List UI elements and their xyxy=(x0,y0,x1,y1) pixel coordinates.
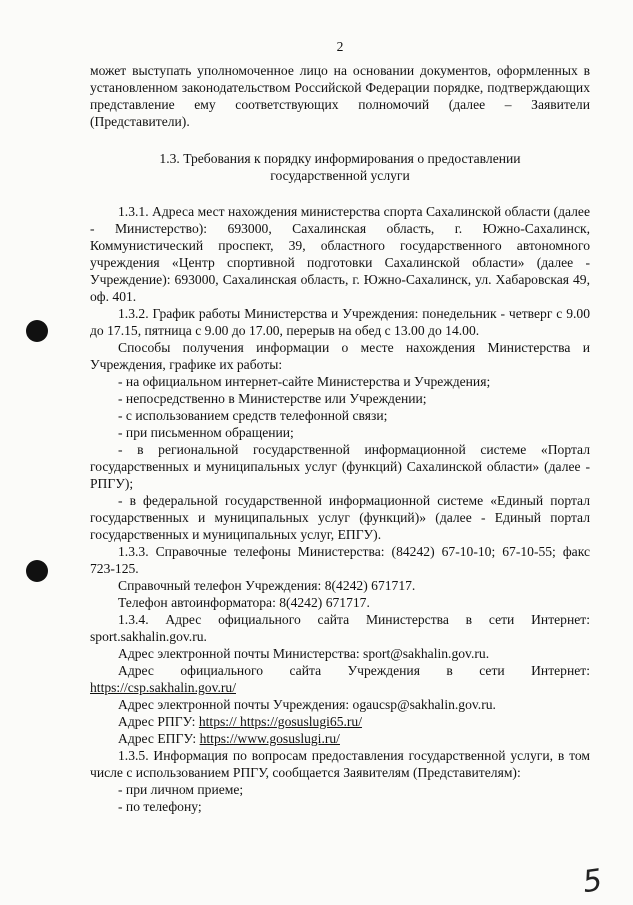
epgu-label: Адрес ЕПГУ: xyxy=(118,731,200,746)
ways-item: - в региональной государственной информационной системе «Портал государственных и муниципальных услуг (функций) Сахалинской области» (далее - РПГУ); xyxy=(90,442,590,491)
institution-site xyxy=(90,662,590,696)
section-title-line2: государственной услуги xyxy=(270,168,410,183)
punch-hole xyxy=(26,560,48,582)
intro-paragraph: может выступать уполномоченное лицо на основании документов, оформленных в установленном законодательством Российской Федерации порядке, подтверждающих представление ему соответствующих полномочий (далее – Заявители (Представители). xyxy=(90,63,590,129)
paragraph-1-3-4: 1.3.4. Адрес официального сайта Министерства в сети Интернет: sport.sakhalin.gov.ru. xyxy=(90,612,590,644)
ways-item: - при письменном обращении; xyxy=(118,425,294,440)
ways2-item: - при личном приеме; xyxy=(118,782,244,797)
rpgu-label: Адрес РПГУ: xyxy=(118,714,199,729)
institution-site-label: Адрес официального сайта Учреждения в сети Интернет: xyxy=(118,663,590,678)
paragraph-1-3-3: 1.3.3. Справочные телефоны Министерства: (84242) 67-10-10; 67-10-55; факс 723-125. xyxy=(90,544,590,576)
auto-phone: Телефон автоинформатора: 8(4242) 671717. xyxy=(118,595,370,610)
rpgu-link[interactable]: https:// https://gosuslugi65.ru/ xyxy=(198,714,363,729)
institution-site-link[interactable]: https://csp.sakhalin.gov.ru/ xyxy=(90,680,236,695)
ministry-email: Адрес электронной почты Министерства: sport@sakhalin.gov.ru. xyxy=(118,646,490,661)
ways-item: - на официальном интернет-сайте Министерства и Учреждения; xyxy=(118,374,491,389)
body-text xyxy=(90,203,590,815)
ways-item: - в федеральной государственной информационной системе «Единый портал государственных и муниципальных услуг (функций)» (далее - Единый портал государственных и муниципальных услуг, ЕПГУ). xyxy=(90,493,590,542)
ways-intro: Способы получения информации о месте нахождения Министерства и Учреждения, графике их работы: xyxy=(90,340,590,372)
ways-item: - с использованием средств телефонной связи; xyxy=(118,408,388,423)
handwritten-page-mark: 5 xyxy=(580,862,605,901)
punch-hole xyxy=(26,320,48,342)
rpgu-address xyxy=(90,713,590,730)
paragraph-1-3-2: 1.3.2. График работы Министерства и Учреждения: понедельник - четверг с 9.00 до 17.15, пятница с 9.00 до 17.00, перерыв на обед с 13.00 до 14.00. xyxy=(90,306,590,338)
ways2-item: - по телефону; xyxy=(118,799,202,814)
institution-phone: Справочный телефон Учреждения: 8(4242) 671717. xyxy=(118,578,416,593)
paragraph-1-3-5: 1.3.5. Информация по вопросам предоставления государственной услуги, в том числе с использованием РПГУ, сообщается Заявителям (Представителям): xyxy=(90,748,590,780)
epgu-link[interactable]: https://www.gosuslugi.ru/ xyxy=(199,731,340,746)
epgu-address xyxy=(90,730,590,747)
institution-email: Адрес электронной почты Учреждения: ogaucsp@sakhalin.gov.ru. xyxy=(118,697,496,712)
page-number: 2 xyxy=(336,39,344,54)
section-title-line1: 1.3. Требования к порядку информирования о предоставлении xyxy=(159,151,521,166)
paragraph-1-3-1: 1.3.1. Адреса мест нахождения министерства спорта Сахалинской области (далее - Министерство): 693000, Сахалинская область, г. Южно-Сахалинск, Коммунистический проспект, 39, областного государственного автономного учреждения «Центр спортивной подготовки Сахалинской области» (далее - Учреждение): 693000, Сахалинская область, г. Южно-Сахалинск, ул. Хабаровская 49, оф. 401. xyxy=(90,204,590,304)
ways-item: - непосредственно в Министерстве или Учреждении; xyxy=(118,391,427,406)
section-title xyxy=(90,150,590,184)
